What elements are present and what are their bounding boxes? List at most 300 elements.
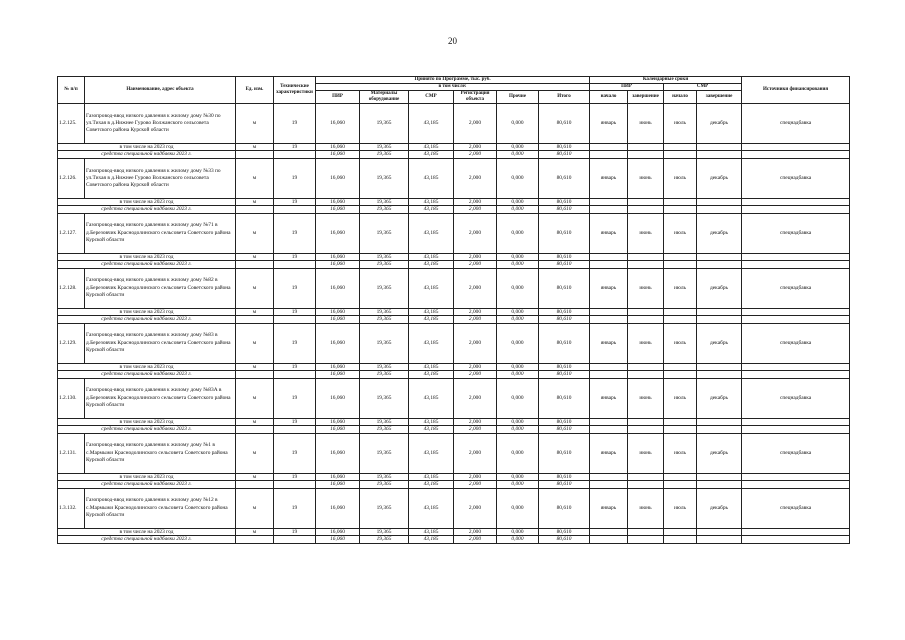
pir-start-cell: январь (590, 213, 628, 253)
pir-end-cell: июнь (628, 158, 664, 198)
object-number: 1.2.131. (58, 433, 85, 473)
surcharge-total: 80,610 (539, 426, 590, 433)
empty-cell (742, 316, 850, 323)
table-row-surcharge (58, 481, 850, 488)
object-name: Газопровод-ввод низкого давления к жилому дому №83А в д.Березовчик Краснодолинского сельсовета Советского района Курской области (85, 378, 236, 418)
empty-cell (742, 363, 850, 370)
tech-cell: 19 (274, 488, 316, 528)
surcharge-total: 80,610 (539, 536, 590, 543)
smr-end-cell: декабрь (697, 104, 742, 144)
empty-cell (628, 363, 664, 370)
empty-cell (590, 316, 628, 323)
tech-cell: 19 (274, 433, 316, 473)
including-other: 0,000 (497, 198, 539, 205)
empty-cell (742, 261, 850, 268)
including-label: в том числе на 2023 год (58, 308, 236, 315)
header-smr-end: завершение (697, 91, 742, 104)
smr-end-cell: декабрь (697, 213, 742, 253)
surcharge-total: 80,610 (539, 206, 590, 213)
surcharge-label: средства специальной надбавки 2023 г. (58, 261, 236, 268)
including-unit: м (236, 308, 274, 315)
surcharge-other: 0,000 (497, 481, 539, 488)
empty-cell (664, 536, 697, 543)
empty-cell (697, 371, 742, 378)
header-tech: Технические характеристики (274, 77, 316, 104)
smr-start-cell: июль (664, 104, 697, 144)
source-cell: спецнадбавка (742, 488, 850, 528)
empty-cell (628, 473, 664, 480)
including-materials: 19,365 (360, 473, 409, 480)
including-registration: 2,000 (454, 418, 497, 425)
smr-end-cell: декабрь (697, 158, 742, 198)
surcharge-pir: 16,060 (316, 316, 360, 323)
header-num: № п/п (58, 77, 85, 104)
materials-cell: 19,365 (360, 268, 409, 308)
empty-cell (274, 426, 316, 433)
unit-cell: м (236, 323, 274, 363)
empty-cell (742, 418, 850, 425)
empty-cell (697, 536, 742, 543)
smr-cell: 43,185 (409, 488, 454, 528)
surcharge-total: 80,610 (539, 261, 590, 268)
including-label: в том числе на 2023 год (58, 418, 236, 425)
pir-cell: 16,060 (316, 213, 360, 253)
smr-cell: 43,185 (409, 268, 454, 308)
registration-cell: 2,000 (454, 104, 497, 144)
pir-start-cell: январь (590, 323, 628, 363)
including-smr: 43,185 (409, 144, 454, 151)
table-row (58, 488, 850, 528)
smr-cell: 43,185 (409, 158, 454, 198)
empty-cell (664, 316, 697, 323)
empty-cell (628, 198, 664, 205)
empty-cell (236, 206, 274, 213)
source-cell: спецнадбавка (742, 323, 850, 363)
unit-cell: м (236, 433, 274, 473)
empty-cell (628, 481, 664, 488)
empty-cell (697, 426, 742, 433)
including-tech: 19 (274, 363, 316, 370)
tech-cell: 19 (274, 158, 316, 198)
surcharge-other: 0,000 (497, 536, 539, 543)
other-cell: 0,000 (497, 104, 539, 144)
including-registration: 2,000 (454, 144, 497, 151)
pir-cell: 16,060 (316, 378, 360, 418)
surcharge-label: средства специальной надбавки 2023 г. (58, 316, 236, 323)
empty-cell (697, 528, 742, 535)
empty-cell (236, 261, 274, 268)
registration-cell: 2,000 (454, 158, 497, 198)
surcharge-smr: 43,185 (409, 316, 454, 323)
including-smr: 43,185 (409, 198, 454, 205)
materials-cell: 19,365 (360, 213, 409, 253)
including-label: в том числе на 2023 год (58, 528, 236, 535)
empty-cell (697, 261, 742, 268)
surcharge-registration: 2,000 (454, 371, 497, 378)
empty-cell (697, 308, 742, 315)
empty-cell (628, 151, 664, 158)
including-tech: 19 (274, 253, 316, 260)
surcharge-materials: 19,365 (360, 151, 409, 158)
empty-cell (742, 151, 850, 158)
including-registration: 2,000 (454, 253, 497, 260)
surcharge-pir: 16,060 (316, 536, 360, 543)
empty-cell (590, 536, 628, 543)
empty-cell (628, 316, 664, 323)
empty-cell (236, 151, 274, 158)
surcharge-label: средства специальной надбавки 2023 г. (58, 481, 236, 488)
smr-cell: 43,185 (409, 213, 454, 253)
source-cell: спецнадбавка (742, 268, 850, 308)
table-row-surcharge (58, 206, 850, 213)
empty-cell (274, 316, 316, 323)
empty-cell (742, 473, 850, 480)
table-row (58, 323, 850, 363)
surcharge-other: 0,000 (497, 151, 539, 158)
tech-cell: 19 (274, 268, 316, 308)
table-row-including (58, 528, 850, 535)
including-label: в том числе на 2023 год (58, 473, 236, 480)
including-materials: 19,365 (360, 308, 409, 315)
including-total: 80,610 (539, 363, 590, 370)
table-row-surcharge (58, 151, 850, 158)
pir-end-cell: июнь (628, 433, 664, 473)
empty-cell (590, 253, 628, 260)
registration-cell: 2,000 (454, 433, 497, 473)
empty-cell (742, 198, 850, 205)
including-smr: 43,185 (409, 528, 454, 535)
surcharge-other: 0,000 (497, 261, 539, 268)
total-cell: 80,610 (539, 158, 590, 198)
empty-cell (628, 144, 664, 151)
materials-cell: 19,365 (360, 158, 409, 198)
smr-end-cell: декабрь (697, 378, 742, 418)
tech-cell: 19 (274, 104, 316, 144)
object-number: 1.2.127. (58, 213, 85, 253)
empty-cell (664, 473, 697, 480)
including-total: 80,610 (539, 308, 590, 315)
table-row-including (58, 473, 850, 480)
pir-end-cell: июнь (628, 488, 664, 528)
empty-cell (590, 371, 628, 378)
including-pir: 16,060 (316, 198, 360, 205)
empty-cell (742, 536, 850, 543)
empty-cell (742, 253, 850, 260)
empty-cell (274, 536, 316, 543)
smr-cell: 43,185 (409, 433, 454, 473)
header-pir-end: завершение (628, 91, 664, 104)
surcharge-materials: 19,365 (360, 316, 409, 323)
including-pir: 16,060 (316, 363, 360, 370)
empty-cell (697, 198, 742, 205)
including-label: в том числе на 2023 год (58, 253, 236, 260)
program-table (57, 76, 850, 544)
smr-end-cell: декабрь (697, 488, 742, 528)
including-smr: 43,185 (409, 308, 454, 315)
empty-cell (697, 144, 742, 151)
table-row-including (58, 308, 850, 315)
surcharge-label: средства специальной надбавки 2023 г. (58, 151, 236, 158)
empty-cell (628, 308, 664, 315)
empty-cell (742, 481, 850, 488)
including-label: в том числе на 2023 год (58, 363, 236, 370)
empty-cell (236, 426, 274, 433)
empty-cell (697, 253, 742, 260)
including-tech: 19 (274, 473, 316, 480)
smr-start-cell: июль (664, 158, 697, 198)
empty-cell (590, 426, 628, 433)
header-schedule: Календарные сроки (590, 77, 742, 84)
table-row-including (58, 198, 850, 205)
smr-start-cell: июль (664, 323, 697, 363)
including-unit: м (236, 144, 274, 151)
surcharge-registration: 2,000 (454, 536, 497, 543)
empty-cell (664, 528, 697, 535)
pir-start-cell: январь (590, 378, 628, 418)
surcharge-smr: 43,185 (409, 481, 454, 488)
empty-cell (590, 473, 628, 480)
including-materials: 19,365 (360, 198, 409, 205)
registration-cell: 2,000 (454, 213, 497, 253)
empty-cell (664, 371, 697, 378)
pir-cell: 16,060 (316, 433, 360, 473)
including-total: 80,610 (539, 418, 590, 425)
including-materials: 19,365 (360, 418, 409, 425)
including-unit: м (236, 198, 274, 205)
pir-cell: 16,060 (316, 268, 360, 308)
page-number: 20 (448, 36, 457, 46)
header-source: Источники финансирования (742, 77, 850, 104)
empty-cell (742, 426, 850, 433)
total-cell: 80,610 (539, 433, 590, 473)
table-row (58, 158, 850, 198)
header-smr-start: начало (664, 91, 697, 104)
total-cell: 80,610 (539, 488, 590, 528)
empty-cell (697, 473, 742, 480)
total-cell: 80,610 (539, 213, 590, 253)
empty-cell (590, 363, 628, 370)
materials-cell: 19,365 (360, 104, 409, 144)
header-materials: Материалы оборудование (360, 91, 409, 104)
including-registration: 2,000 (454, 198, 497, 205)
registration-cell: 2,000 (454, 378, 497, 418)
tech-cell: 19 (274, 323, 316, 363)
surcharge-registration: 2,000 (454, 261, 497, 268)
header-sched-smr: СМР (664, 84, 742, 91)
pir-start-cell: январь (590, 158, 628, 198)
pir-cell: 16,060 (316, 158, 360, 198)
surcharge-total: 80,610 (539, 481, 590, 488)
surcharge-label: средства специальной надбавки 2023 г. (58, 426, 236, 433)
materials-cell: 19,365 (360, 378, 409, 418)
registration-cell: 2,000 (454, 268, 497, 308)
including-materials: 19,365 (360, 253, 409, 260)
including-pir: 16,060 (316, 418, 360, 425)
surcharge-other: 0,000 (497, 426, 539, 433)
empty-cell (664, 144, 697, 151)
pir-start-cell: январь (590, 268, 628, 308)
empty-cell (664, 418, 697, 425)
empty-cell (590, 528, 628, 535)
other-cell: 0,000 (497, 268, 539, 308)
empty-cell (274, 151, 316, 158)
object-name: Газопровод-ввод низкого давления к жилому дому №83 в д.Березовчик Краснодолинского сельсовета Советского района Курской области (85, 323, 236, 363)
materials-cell: 19,365 (360, 433, 409, 473)
header-sched-pir: ПИР (590, 84, 664, 91)
surcharge-pir: 16,060 (316, 151, 360, 158)
header-registration: Регистрация объекта (454, 91, 497, 104)
smr-cell: 43,185 (409, 323, 454, 363)
including-tech: 19 (274, 308, 316, 315)
object-name: Газопровод-ввод низкого давления к жилому дому №33 по ул.Тихая в д.Нижнее Гурово Волжанского сельсовета Советского района Курской области (85, 158, 236, 198)
pir-end-cell: июнь (628, 323, 664, 363)
unit-cell: м (236, 213, 274, 253)
including-label: в том числе на 2023 год (58, 144, 236, 151)
surcharge-other: 0,000 (497, 206, 539, 213)
pir-end-cell: июнь (628, 104, 664, 144)
object-number: 1.3.132. (58, 488, 85, 528)
empty-cell (274, 371, 316, 378)
header-incl: в том числе: (316, 84, 590, 91)
including-tech: 19 (274, 198, 316, 205)
including-other: 0,000 (497, 144, 539, 151)
other-cell: 0,000 (497, 378, 539, 418)
unit-cell: м (236, 268, 274, 308)
surcharge-registration: 2,000 (454, 151, 497, 158)
including-other: 0,000 (497, 308, 539, 315)
including-registration: 2,000 (454, 473, 497, 480)
empty-cell (590, 144, 628, 151)
table-row-surcharge (58, 426, 850, 433)
including-pir: 16,060 (316, 144, 360, 151)
including-other: 0,000 (497, 363, 539, 370)
including-total: 80,610 (539, 473, 590, 480)
source-cell: спецнадбавка (742, 433, 850, 473)
empty-cell (628, 528, 664, 535)
empty-cell (236, 536, 274, 543)
tech-cell: 19 (274, 213, 316, 253)
empty-cell (664, 308, 697, 315)
object-name: Газопровод-ввод низкого давления к жилому дому №12 в с.Мармыжи Краснодолинского сельсовета Советского района Курской области (85, 488, 236, 528)
empty-cell (236, 316, 274, 323)
smr-cell: 43,185 (409, 378, 454, 418)
empty-cell (628, 426, 664, 433)
header-smr: СМР (409, 91, 454, 104)
object-name: Газопровод-ввод низкого давления к жилому дому №82 в д.Березовчик Краснодолинского сельсовета Советского района Курской области (85, 268, 236, 308)
total-cell: 80,610 (539, 268, 590, 308)
surcharge-other: 0,000 (497, 371, 539, 378)
surcharge-smr: 43,185 (409, 536, 454, 543)
surcharge-materials: 19,365 (360, 206, 409, 213)
empty-cell (664, 151, 697, 158)
surcharge-smr: 43,185 (409, 426, 454, 433)
surcharge-registration: 2,000 (454, 206, 497, 213)
pir-end-cell: июнь (628, 268, 664, 308)
empty-cell (742, 308, 850, 315)
table-row-surcharge (58, 316, 850, 323)
including-total: 80,610 (539, 253, 590, 260)
surcharge-pir: 16,060 (316, 371, 360, 378)
including-unit: м (236, 418, 274, 425)
empty-cell (742, 371, 850, 378)
empty-cell (590, 198, 628, 205)
table-row-including (58, 253, 850, 260)
smr-start-cell: июль (664, 488, 697, 528)
including-registration: 2,000 (454, 363, 497, 370)
including-smr: 43,185 (409, 473, 454, 480)
surcharge-total: 80,610 (539, 316, 590, 323)
header-other: Прочие (497, 91, 539, 104)
empty-cell (697, 206, 742, 213)
including-tech: 19 (274, 418, 316, 425)
table-row-including (58, 418, 850, 425)
empty-cell (697, 151, 742, 158)
including-materials: 19,365 (360, 144, 409, 151)
including-pir: 16,060 (316, 473, 360, 480)
smr-end-cell: декабрь (697, 433, 742, 473)
empty-cell (590, 206, 628, 213)
source-cell: спецнадбавка (742, 158, 850, 198)
other-cell: 0,000 (497, 323, 539, 363)
empty-cell (628, 261, 664, 268)
empty-cell (274, 481, 316, 488)
including-other: 0,000 (497, 418, 539, 425)
empty-cell (742, 528, 850, 535)
empty-cell (590, 151, 628, 158)
header-pir-start: начало (590, 91, 628, 104)
empty-cell (274, 261, 316, 268)
including-unit: м (236, 473, 274, 480)
unit-cell: м (236, 488, 274, 528)
object-number: 1.2.125. (58, 104, 85, 144)
smr-start-cell: июль (664, 378, 697, 418)
empty-cell (697, 363, 742, 370)
smr-start-cell: июль (664, 213, 697, 253)
header-unit: Ед. изм. (236, 77, 274, 104)
materials-cell: 19,365 (360, 488, 409, 528)
object-name: Газопровод-ввод низкого давления к жилому дому №71 в д.Березовчик Краснодолинского сельсовета Советского района Курской области (85, 213, 236, 253)
pir-cell: 16,060 (316, 323, 360, 363)
surcharge-materials: 19,365 (360, 371, 409, 378)
empty-cell (590, 308, 628, 315)
empty-cell (742, 206, 850, 213)
object-name: Газопровод-ввод низкого давления к жилому дому №30 по ул.Тихая в д.Нижнее Гурово Волжанского сельсовета Советского района Курской области (85, 104, 236, 144)
table-body (58, 104, 850, 544)
empty-cell (628, 206, 664, 213)
including-other: 0,000 (497, 473, 539, 480)
pir-end-cell: июнь (628, 213, 664, 253)
unit-cell: м (236, 378, 274, 418)
surcharge-pir: 16,060 (316, 206, 360, 213)
table-row (58, 378, 850, 418)
empty-cell (664, 253, 697, 260)
total-cell: 80,610 (539, 104, 590, 144)
including-unit: м (236, 363, 274, 370)
table-row (58, 104, 850, 144)
source-cell: спецнадбавка (742, 213, 850, 253)
surcharge-materials: 19,365 (360, 536, 409, 543)
smr-end-cell: декабрь (697, 268, 742, 308)
surcharge-smr: 43,185 (409, 371, 454, 378)
empty-cell (274, 206, 316, 213)
surcharge-smr: 43,185 (409, 206, 454, 213)
table-row-including (58, 363, 850, 370)
other-cell: 0,000 (497, 433, 539, 473)
pir-cell: 16,060 (316, 104, 360, 144)
empty-cell (664, 481, 697, 488)
including-total: 80,610 (539, 144, 590, 151)
surcharge-pir: 16,060 (316, 481, 360, 488)
